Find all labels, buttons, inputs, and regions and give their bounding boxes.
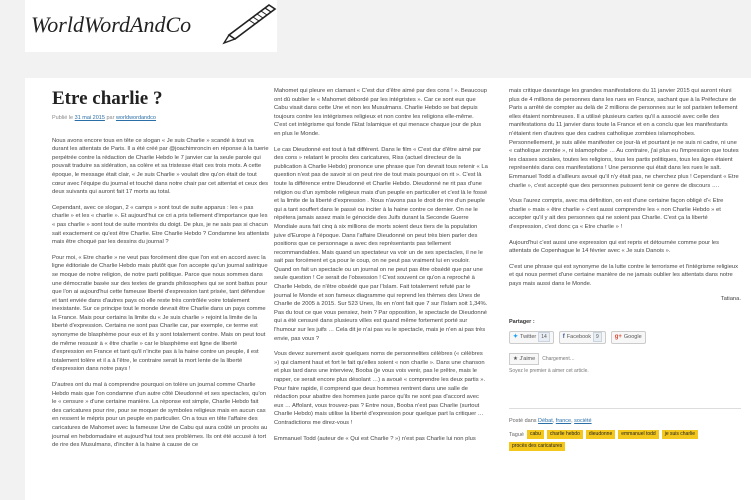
post-title[interactable]: Etre charlie ? xyxy=(52,88,163,109)
share-facebook-count: 9 xyxy=(593,332,602,343)
tag-link[interactable]: cabu xyxy=(527,430,544,439)
tag-link[interactable]: je suis charlie xyxy=(662,430,698,439)
site-logo[interactable] xyxy=(25,0,277,52)
paragraph: mais critique davantage les grandes manifestations du 11 janvier 2015 qui auront réuni plus de 4 millions de personnes dans les rues en France, sachant que à la Préfecture de Paris a arrêté de compter au delà de 2 millions de personnes sur le sol parisien tellement elles étaient nombreuses. Il a utilisé plusieurs cartes qu'il a associé avec celle des manifestations du 11 janvier dans toute la France et en a conclu que les manifestants n'étaient rien d'autres que des cadres catholique zombies islamophobes. Personnellement, je suis allée manifester ce jour-là et pourtant je ne suis ni cadre, ni une « catholique zombie », ni islamophobe … Au contraire, j'ai plus eu l'impression que toutes les classes sociales, toutes les religions, tous les partis politiques, tous les âges étaient représentés dans ces manifestations ! Une personne qui était dans les rues le salt. Emmanuel Todd a d'ailleurs avoué qu'il n'y était pas, ne cherchez plus ! Cependant « Etre charlie », c'est accepté que des personnes puissent tenir ce genre de discours …. xyxy=(509,88,739,189)
share-google-button[interactable] xyxy=(611,331,646,344)
paragraph: Nous avons encore tous en tête ce slogan « Je suis Charlie » scandé à tout va durant les attentats de Paris. Il a été créé par @joachimroncin en réponse à la tuerie perpétrée contre la rédaction de Charlie Hebdo le 7 janvier car la seule parole qui pouvait traduire sa sidération, sa colère et sa tristesse était ces trois mots. A cette époque, le message était clair, « Je suis Charlie » voulait dire qu'on était de tout cœur avec l'équipe du journal et touché dans notre chair par cet attentat et ceux des deux suivants qui auront fait 17 morts au total. xyxy=(52,137,269,196)
article-page xyxy=(25,78,751,500)
paragraph: Vous devez surement avoir quelques noms de personnelites célèbres (« célèbres ») qui clament haut et fort le fait qu'elles soient « non charlie ». Dans une chanson et plus tard dans une interview, Booba (je vous vois venir, pas le prêtre, mais le rapper, ce serait encore plus désolant …) a avoué « comprendre les deux partis ». Pour faire rapide, il comprend que deux hommes rentrent dans une salle de rédaction pour abattre des hommes juste parce qu'ils ne sont pas d'accord avec eux … Affolant, vous trouvez-pas ? Entre nous, Booba n'est pas Charlie (surtout Charlie Hebdo) mais utilise la liberté d'expression pour quelque part la critiquer … Contradictions me direz-vous ! xyxy=(274,351,486,426)
tags-row xyxy=(509,430,741,451)
tags-label: Tagué xyxy=(509,431,524,438)
share-google-label: Google xyxy=(623,333,642,340)
paragraph: Aujourd'hui c'est aussi une expression qui est repris et détournée comme pour les attentats de Copenhague le 14 février avec « Je suis Danois ». xyxy=(509,239,720,255)
first-like-text: Soyez le premier à aimer cet article. xyxy=(509,368,589,375)
share-facebook-button[interactable] xyxy=(559,331,606,344)
share-facebook-label: Facebook xyxy=(566,333,591,340)
like-button[interactable]: ★ J'aime xyxy=(509,353,539,366)
article-column-1 xyxy=(52,88,269,457)
paragraph: Mahomet qui pleure en clamant « C'est dur d'être aimé par des cons ! ». Beaucoup ont dû oublier le « Mahomet débordé par les intégristes ». Car ce sont eux que Cabu visait dans cette Une et non les Musulmans. Charlie Hebdo se bat depuis toujours contre les intégrismes religieux et non contre les religions elle-même. C'est cet intégrisme qui fonde l'Etat Islamique et qui menace chaque jour de plus en plus le Monde. xyxy=(274,88,487,137)
article-column-2 xyxy=(274,87,488,450)
meta-prefix: Publié le xyxy=(52,115,75,121)
share-label: Partager : xyxy=(509,319,535,326)
tag-link[interactable]: dieudonne xyxy=(586,430,615,439)
article-column-3 xyxy=(509,87,741,451)
category-link[interactable]: Débat xyxy=(538,417,553,424)
like-button-label: J'aime xyxy=(519,355,536,362)
share-buttons xyxy=(509,331,741,344)
twitter-icon: ✦ xyxy=(513,333,519,340)
paragraph: Le cas Dieudonné est tout à fait différent. Dans le film « C'est dur d'être aimé par des cons » relatant le procès des caricatures, Riss (actuel directeur de la publication à Charlie Hebdo) prononce une phrase que l'on devrait tous retenir « La question n'est pas de savoir si on peut rire de tout mais pourquoi on rit ». C'est là toute la différence entre Dieudonné et Charlie Hebdo. Dieudonné ne rit pas d'une religion ou d'un symbole religieux mais d'un peuple en particulier et c'est là le fossé et la limite de la liberté d'expression . Nous n'avons pas le droit de rire d'un peuple qui a tant souffert dans le passé ou inciter à la haine contre ce dernier. On ne le répétera jamais assez mais le génocide des Juifs durant la Seconde Guerre Mondiale aura fait cinq à six millions de morts soient deux tiers de la population juive d'Europe à l'époque. Dans l'affaire Dieudonné on peut très bien parler des positions que ce personnage a avec des représentants pas tellement recommandables. Mais quand un spectateur va voir un de ses spectacles, il ne le sait pas forcément et ça pour le coup, on ne peut pas vraiment lui en vouloir. Quand on fait un spectacle ou un journal on ne peut pas être obsédé que par une seule question ! Ce serait de l'obsession ! C'est souvent ce qu'on a reproché à Charlie Hebdo, de n'être obsédé que par l'Islam. Fait totalement refuté par le journal le Monde et son fameux diagramme qui reprend les thèmes des Unes de Charlie de 2005 à 2015. Sur 523 Unes, Ils en n'ont fait que 7 sur l'Islam soit 1,34%. Pas du tout ce que vous pensiez, hein ? Par opposition, le spectacle de Dieudonné qui a été censuré dans plusieurs villes est quand même fortement porté sur l'humour sur les juifs … Cela dit je n'ai pas vu le spectacle, mais je n'en ai pas très envie, pas vous ? xyxy=(274,146,488,342)
paragraph: Vous l'aurez compris, avec ma définition, on est d'une certaine façon obligé d'« Etre charlie » mais « être charlie » c'est aussi comprendre les « non Charlie Hebdo » et accepter qu'il y ait des personnes qui ne soient pas Charlie. C'est ça la liberté d'expression, c'est donc ça « Etre charlie » ! xyxy=(509,198,724,230)
share-twitter-count: 14 xyxy=(538,332,550,343)
post-author-link[interactable]: worldwordandco xyxy=(115,115,156,121)
post-meta xyxy=(52,114,269,123)
tag-link[interactable]: procès des caricatures xyxy=(509,442,565,451)
meta-by: par xyxy=(104,115,116,121)
post-date-link[interactable]: 31 mai 2015 xyxy=(74,115,105,121)
pen-icon xyxy=(221,3,277,45)
posted-prefix: Posté dans xyxy=(509,417,539,424)
share-twitter-button[interactable] xyxy=(509,331,554,344)
facebook-icon: f xyxy=(562,333,565,340)
tag-link[interactable]: charlie hebdo xyxy=(547,430,583,439)
share-twitter-label: Twitter xyxy=(520,333,537,340)
paragraph: Cependant, avec ce slogan, 2 « camps » sont tout de suite apparus : les « pas charlie » et les « charlie ». Et aujourd'hui ce cri a pris tellement d'importance que les « pas charlie » sont tout de suite montrés du doigt. De plus, je ne sais pas si chacun sait exactement ce qu'est être Charlie. Etre Charlie Hebdo ? Condamne les attentats mais être choqué par les dessins du journal ? xyxy=(52,204,269,246)
category-link[interactable]: france xyxy=(555,417,572,424)
divider xyxy=(509,408,741,409)
paragraph: C'est une phrase qui est synonyme de la lutte contre le terrorisme et l'intégrisme religieux et qui nous permet d'une certaine manière de ne jamais oublier les attentats dans notre pays mais aussi dans le Monde. xyxy=(509,263,739,287)
paragraph: Emmanuel Todd (auteur de « Qui est Charlie ? ») n'est pas Charlie lui non plus xyxy=(274,435,476,442)
category-link[interactable]: société xyxy=(574,417,592,424)
posted-in: Posté dans Débat, france, société xyxy=(509,417,592,424)
google-plus-icon: g+ xyxy=(614,333,622,340)
like-loading-text: Chargement… xyxy=(542,355,575,362)
tag-link[interactable]: emmanuel todd xyxy=(618,430,658,439)
paragraph: Pour moi, « Etre charlie » ne veut pas forcément dire que l'on est en accord avec la ligne éditoriale de Charlie Hebdo mais plutôt que l'on accepte qu'un journal satirique se moque de notre religion, de notre parti politique. Parce que nous sommes dans une démocratie basée sur des textes de grands philosophes qui se sont battus pour que l'on ai aujourd'hui cette fameuse liberté d'expression tant prisée, tant défendue et tant enviée dans d'autres pays où elle reste très contrôlée voire totalement inexistante. Sur ce principe tout le monde devrait être Charlie dans un pays comme la France. Mais pour certains la limite du « Je suis charlie » rejoint la limite de la liberté d'expression. Certains ne sont pas Charlie car, par exemple, ce terme est synonyme de blasphème pour eux et ils y sont totalement contre. Mais on peut tout de même ressusir à « être charlie » car le blasphème est ligne de liberté d'expression en France et tant qu'il n'incite pas à la haine contre un peuple, il est totalement tolère et il a à l'être, le contraire serait la mort lente de la liberté d'expression dans notre pays ! xyxy=(52,254,268,373)
site-logo-text: WorldWordAndCo xyxy=(31,12,192,37)
paragraph: D'autres ont du mal à comprendre pourquoi on tolère un journal comme Charlie Hebdo mais que l'on condamne d'un autre côté Dieudonné et ses spectacles, qu'on le « censure » d'une certaine manière. La réponse est simple, Charlie Hebdo fait des caricatures pour rire, pour se moquer de symboles religieux mais en aucun cas en ressent le mépris pour un peuple en particulier. On a tous en tête l'affaire des caricatures de Mahomet avec la fameuse Une de Cabu qui aura coûté un procès au journal en hebdomadaire et aujourd'hui tout ses problèmes. Ils ont été accusé à tort de rire des Musulmans, d'inciter à la haine à cause de ce xyxy=(52,382,268,449)
like-widget xyxy=(509,353,741,366)
signature: Tatiana. xyxy=(720,296,741,303)
